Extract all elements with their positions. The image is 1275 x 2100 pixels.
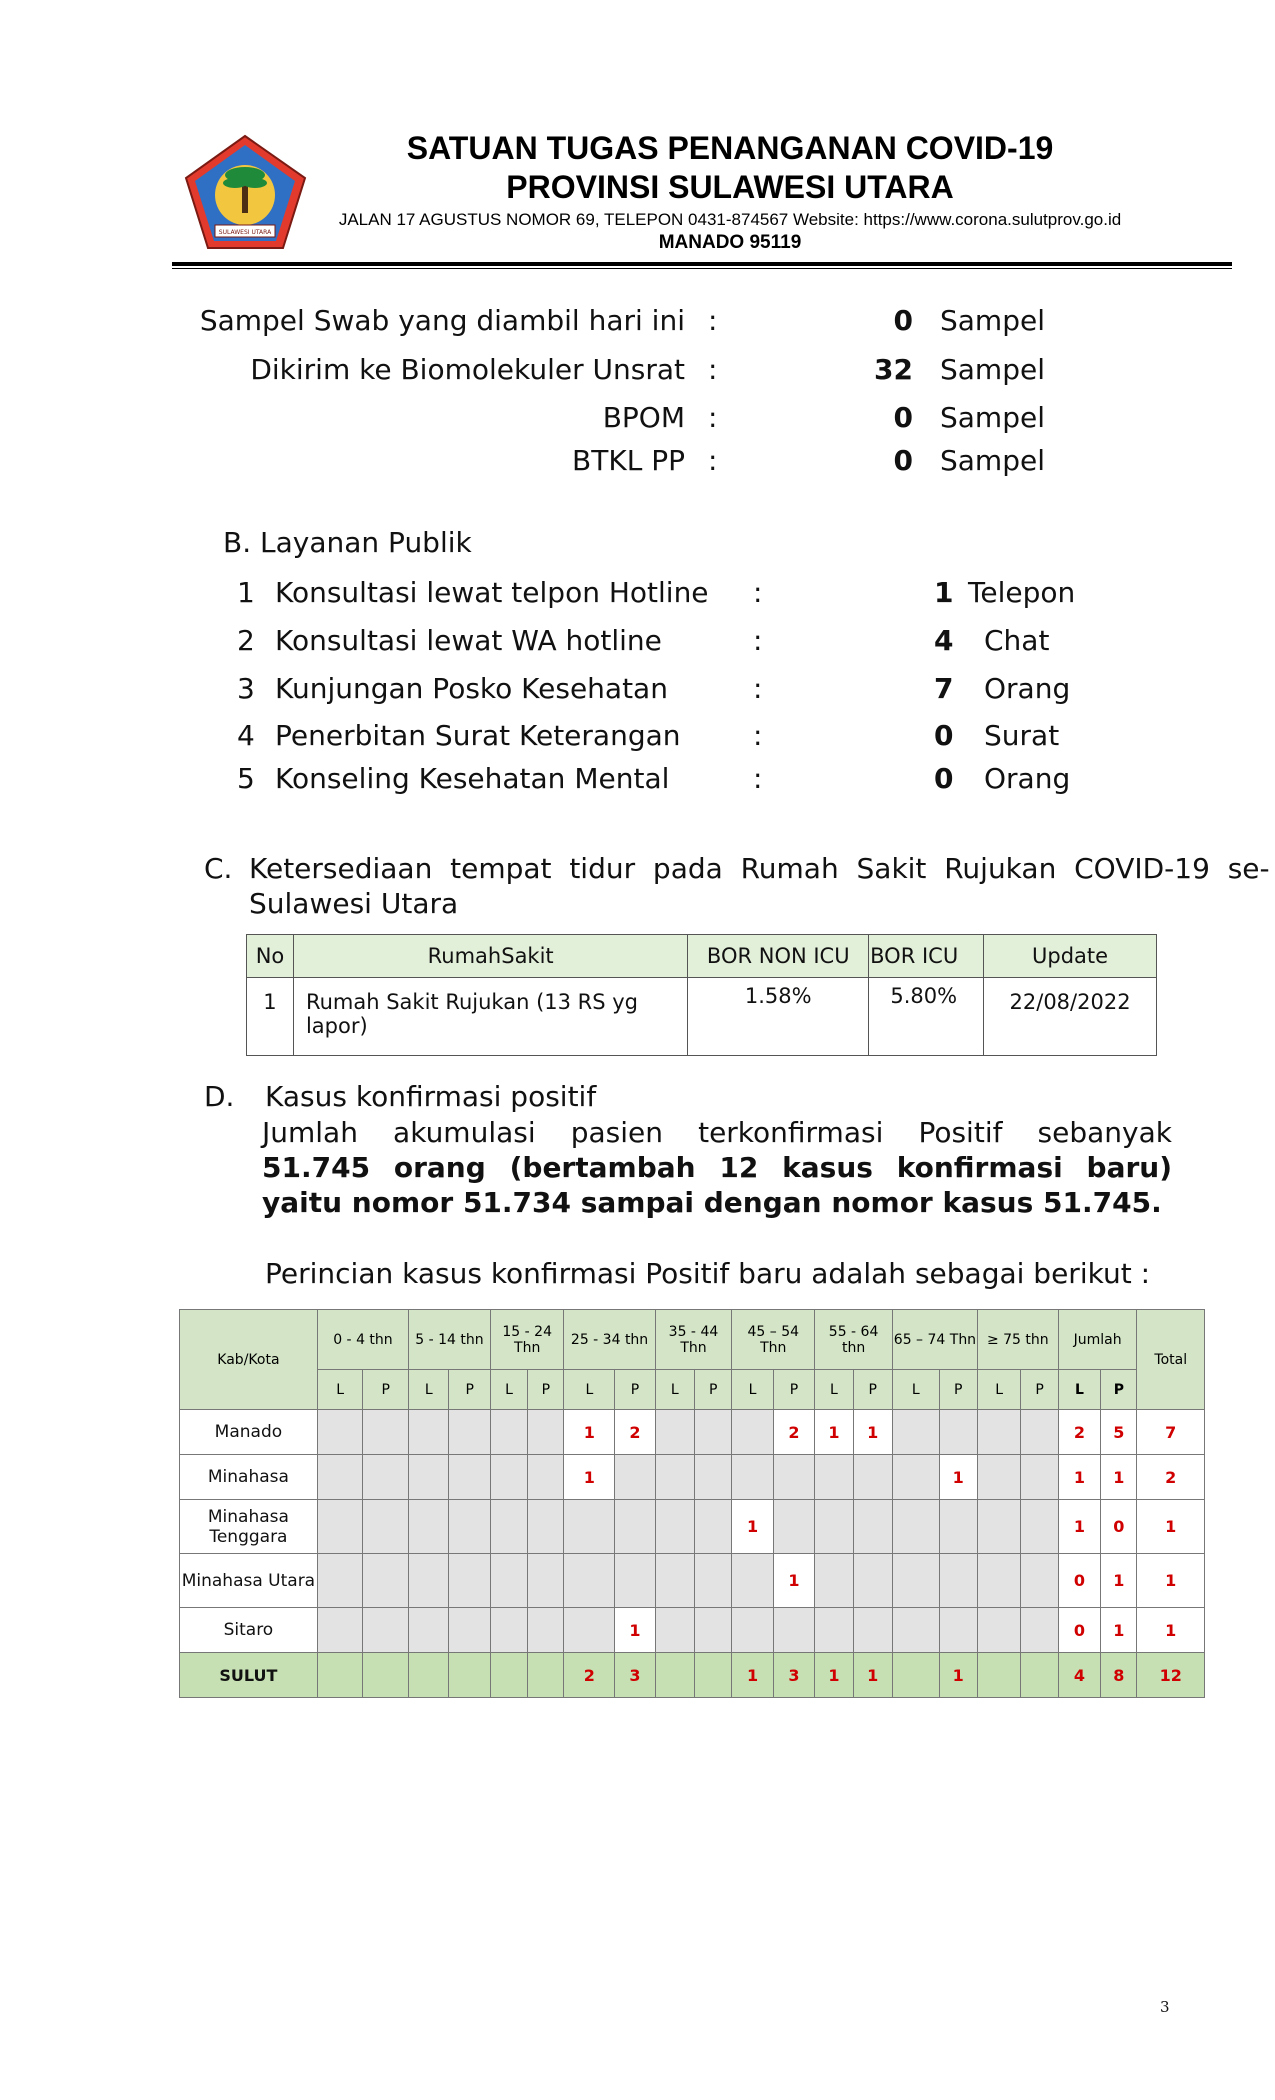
count-cell [892, 1410, 939, 1455]
col-header: BOR ICU [869, 935, 984, 978]
sample-label: Dikirim ke Biomolekuler Unsrat [250, 353, 685, 386]
sample-unit: Sampel [940, 444, 1045, 477]
colon: : [708, 304, 718, 337]
sample-unit: Sampel [940, 353, 1045, 386]
colon: : [708, 353, 718, 386]
count-cell: 1 [815, 1410, 853, 1455]
item-value: 7 [934, 672, 954, 705]
sum-total: 2 [1137, 1455, 1205, 1500]
sample-value: 32 [874, 353, 913, 386]
item-label: Penerbitan Surat Keterangan [275, 719, 681, 752]
sex-header: P [853, 1370, 892, 1410]
sex-header: P [773, 1370, 814, 1410]
count-cell [409, 1554, 449, 1608]
section-c-title: Ketersediaan tempat tidur pada Rumah Sakit Rujukan COVID-19 se- [249, 852, 1270, 885]
sum-p: 1 [1101, 1554, 1137, 1608]
count-cell [528, 1653, 564, 1698]
count-cell [615, 1455, 655, 1500]
count-cell [449, 1653, 490, 1698]
count-cell [695, 1653, 732, 1698]
section-c-letter: C. [204, 852, 233, 885]
section-b-title: B. Layanan Publik [223, 526, 472, 559]
logo-text: SULAWESI UTARA [218, 229, 272, 236]
count-cell [490, 1500, 527, 1554]
count-cell [773, 1500, 814, 1554]
count-cell [490, 1554, 527, 1608]
count-cell [490, 1653, 527, 1698]
count-cell: 1 [853, 1653, 892, 1698]
header-address: JALAN 17 AGUSTUS NOMOR 69, TELEPON 0431-874567 Website: https://www.corona.sulutprov.go.id [338, 210, 1122, 229]
age-group-header: 35 - 44 Thn [655, 1310, 732, 1370]
cell-bor-non-icu: 1.58% [688, 978, 869, 1056]
sum-l: 4 [1058, 1653, 1100, 1698]
sample-unit: Sampel [940, 401, 1045, 434]
count-cell [449, 1500, 490, 1554]
count-cell [695, 1455, 732, 1500]
count-cell [732, 1410, 773, 1455]
count-cell [1021, 1608, 1058, 1653]
colon: : [753, 576, 763, 609]
count-cell [732, 1554, 773, 1608]
count-cell [977, 1554, 1021, 1608]
sex-header: L [564, 1370, 615, 1410]
count-cell [977, 1455, 1021, 1500]
count-cell: 1 [564, 1410, 615, 1455]
province-logo [183, 133, 308, 251]
bed-occupancy-table [246, 934, 1157, 1056]
sum-l: 0 [1058, 1608, 1100, 1653]
colon: : [753, 762, 763, 795]
count-cell [317, 1554, 363, 1608]
age-group-header: 45 – 54 Thn [732, 1310, 815, 1370]
count-cell [815, 1554, 853, 1608]
sex-header: L [490, 1370, 527, 1410]
sex-header: P [1021, 1370, 1058, 1410]
count-cell [815, 1455, 853, 1500]
table-row [180, 1455, 1205, 1500]
colon: : [753, 719, 763, 752]
row-name: Minahasa Utara [180, 1554, 318, 1608]
sum-total: 1 [1137, 1554, 1205, 1608]
count-cell [977, 1608, 1021, 1653]
count-cell [317, 1653, 363, 1698]
count-cell: 1 [939, 1653, 977, 1698]
count-cell [449, 1608, 490, 1653]
table-row [247, 978, 1157, 1056]
count-cell [363, 1653, 409, 1698]
count-cell: 1 [564, 1455, 615, 1500]
count-cell: 1 [773, 1554, 814, 1608]
table-row [180, 1554, 1205, 1608]
count-cell [892, 1554, 939, 1608]
count-cell [409, 1653, 449, 1698]
count-cell [655, 1554, 694, 1608]
item-no: 2 [237, 624, 255, 657]
table-header-row [247, 935, 1157, 978]
item-no: 4 [237, 719, 255, 752]
count-cell [528, 1500, 564, 1554]
sex-header: P [363, 1370, 409, 1410]
cell-bor-icu: 5.80% [869, 978, 984, 1056]
count-cell [564, 1608, 615, 1653]
item-value: 1 [934, 576, 954, 609]
item-value: 0 [934, 762, 954, 795]
count-cell [363, 1410, 409, 1455]
sample-value: 0 [893, 401, 913, 434]
count-cell [409, 1500, 449, 1554]
sex-header: L [977, 1370, 1021, 1410]
count-cell: 1 [853, 1410, 892, 1455]
sum-total: 1 [1137, 1500, 1205, 1554]
sample-label: BTKL PP [572, 444, 685, 477]
sex-header: L [892, 1370, 939, 1410]
sum-p: 1 [1101, 1455, 1137, 1500]
count-cell [655, 1500, 694, 1554]
section-d-title: Kasus konfirmasi positif [265, 1080, 597, 1113]
count-cell [695, 1500, 732, 1554]
table-header-row [180, 1310, 1205, 1370]
count-cell [615, 1500, 655, 1554]
count-cell [939, 1554, 977, 1608]
age-group-header: ≥ 75 thn [977, 1310, 1058, 1370]
count-cell [317, 1455, 363, 1500]
col-header-total: Total [1137, 1310, 1205, 1410]
count-cell [892, 1653, 939, 1698]
sex-header: L [815, 1370, 853, 1410]
count-cell [815, 1608, 853, 1653]
count-cell: 1 [732, 1653, 773, 1698]
item-label: Konsultasi lewat telpon Hotline [275, 576, 709, 609]
para-bold: 51.745 orang (bertambah 12 kasus konfirmasi baru) yaitu nomor 51.734 sampai dengan nomor kasus 51.745. [262, 1151, 1172, 1219]
count-cell [490, 1410, 527, 1455]
count-cell [977, 1500, 1021, 1554]
sex-header-row [180, 1370, 1205, 1410]
colon: : [753, 624, 763, 657]
count-cell [528, 1410, 564, 1455]
cell-no: 1 [247, 978, 294, 1056]
colon: : [753, 672, 763, 705]
count-cell [939, 1608, 977, 1653]
count-cell [449, 1410, 490, 1455]
count-cell [363, 1608, 409, 1653]
count-cell [892, 1608, 939, 1653]
count-cell: 1 [615, 1608, 655, 1653]
count-cell [449, 1455, 490, 1500]
sum-total: 7 [1137, 1410, 1205, 1455]
sum-p: 5 [1101, 1410, 1137, 1455]
col-header: No [247, 935, 294, 978]
col-header: RumahSakit [293, 935, 687, 978]
count-cell [853, 1455, 892, 1500]
count-cell [892, 1500, 939, 1554]
count-cell [317, 1608, 363, 1653]
item-no: 1 [237, 576, 255, 609]
sample-label: Sampel Swab yang diambil hari ini [199, 304, 685, 337]
sex-header: P [695, 1370, 732, 1410]
col-header-kab: Kab/Kota [180, 1310, 318, 1410]
sum-p: 8 [1101, 1653, 1137, 1698]
sex-header: P [939, 1370, 977, 1410]
count-cell [490, 1608, 527, 1653]
sample-value: 0 [893, 444, 913, 477]
item-no: 5 [237, 762, 255, 795]
cases-table [179, 1309, 1205, 1698]
item-no: 3 [237, 672, 255, 705]
sex-header: P [528, 1370, 564, 1410]
count-cell [409, 1410, 449, 1455]
count-cell [528, 1554, 564, 1608]
sum-p: 0 [1101, 1500, 1137, 1554]
count-cell [363, 1455, 409, 1500]
count-cell [655, 1455, 694, 1500]
count-cell: 3 [773, 1653, 814, 1698]
row-name: SULUT [180, 1653, 318, 1698]
count-cell [1021, 1500, 1058, 1554]
count-cell: 1 [939, 1455, 977, 1500]
item-label: Konseling Kesehatan Mental [275, 762, 670, 795]
count-cell [695, 1608, 732, 1653]
age-group-header: 15 - 24 Thn [490, 1310, 564, 1370]
count-cell [1021, 1410, 1058, 1455]
item-value: 0 [934, 719, 954, 752]
cell-update: 22/08/2022 [984, 978, 1157, 1056]
sex-header: L [317, 1370, 363, 1410]
count-cell [695, 1554, 732, 1608]
count-cell [853, 1500, 892, 1554]
age-group-header: 25 - 34 thn [564, 1310, 655, 1370]
count-cell: 2 [564, 1653, 615, 1698]
sex-header: P [1101, 1370, 1137, 1410]
count-cell [528, 1455, 564, 1500]
sex-header: L [409, 1370, 449, 1410]
sample-label: BPOM [602, 401, 685, 434]
count-cell: 3 [615, 1653, 655, 1698]
col-header: Update [984, 935, 1157, 978]
row-name: Sitaro [180, 1608, 318, 1653]
sex-header: L [1058, 1370, 1100, 1410]
count-cell [363, 1500, 409, 1554]
count-cell [655, 1410, 694, 1455]
count-cell [1021, 1653, 1058, 1698]
item-unit: Surat [984, 719, 1060, 752]
count-cell [939, 1500, 977, 1554]
colon: : [708, 401, 718, 434]
count-cell [564, 1554, 615, 1608]
col-header: BOR NON ICU [688, 935, 869, 978]
total-row [180, 1653, 1205, 1698]
para-normal: Jumlah akumulasi pasien terkonfirmasi Positif sebanyak [262, 1116, 1181, 1149]
count-cell [815, 1500, 853, 1554]
table-row [180, 1410, 1205, 1455]
cell-rs: Rumah Sakit Rujukan (13 RS yg lapor) [293, 978, 687, 1056]
count-cell [892, 1455, 939, 1500]
row-name: Minahasa [180, 1455, 318, 1500]
row-name: Manado [180, 1410, 318, 1455]
count-cell [1021, 1554, 1058, 1608]
header-rule-thin [172, 268, 1232, 269]
detail-intro: Perincian kasus konfirmasi Positif baru adalah sebagai berikut : [265, 1257, 1151, 1290]
sum-l: 1 [1058, 1500, 1100, 1554]
row-name: Minahasa Tenggara [180, 1500, 318, 1554]
count-cell [317, 1500, 363, 1554]
count-cell [528, 1608, 564, 1653]
section-c-title-line2: Sulawesi Utara [249, 887, 459, 920]
sum-l: 0 [1058, 1554, 1100, 1608]
sex-header: L [732, 1370, 773, 1410]
count-cell [939, 1410, 977, 1455]
count-cell [732, 1455, 773, 1500]
item-value: 4 [934, 624, 954, 657]
header-title-2: PROVINSI SULAWESI UTARA [506, 169, 954, 205]
sum-l: 1 [1058, 1455, 1100, 1500]
count-cell [363, 1554, 409, 1608]
count-cell [615, 1554, 655, 1608]
count-cell [853, 1554, 892, 1608]
count-cell [490, 1455, 527, 1500]
colon: : [708, 444, 718, 477]
age-group-header: 55 - 64 thn [815, 1310, 893, 1370]
sum-p: 1 [1101, 1608, 1137, 1653]
sex-header: L [655, 1370, 694, 1410]
item-unit: Chat [984, 624, 1050, 657]
count-cell [977, 1410, 1021, 1455]
age-group-header: 65 – 74 Thn [892, 1310, 977, 1370]
item-label: Konsultasi lewat WA hotline [275, 624, 662, 657]
sample-value: 0 [893, 304, 913, 337]
item-unit: Orang [984, 672, 1071, 705]
item-unit: Telepon [968, 576, 1076, 609]
count-cell: 1 [815, 1653, 853, 1698]
count-cell [1021, 1455, 1058, 1500]
count-cell: 2 [773, 1410, 814, 1455]
count-cell [655, 1608, 694, 1653]
count-cell [317, 1410, 363, 1455]
count-cell [773, 1455, 814, 1500]
header-city: MANADO 95119 [658, 232, 802, 253]
count-cell [409, 1455, 449, 1500]
page-number: 3 [1160, 1998, 1170, 2016]
sum-total: 12 [1137, 1653, 1205, 1698]
sum-l: 2 [1058, 1410, 1100, 1455]
count-cell [409, 1608, 449, 1653]
count-cell [977, 1653, 1021, 1698]
header-title-1: SATUAN TUGAS PENANGANAN COVID-19 [406, 130, 1054, 166]
count-cell: 2 [615, 1410, 655, 1455]
sex-header: P [449, 1370, 490, 1410]
count-cell [655, 1653, 694, 1698]
header-rule [172, 262, 1232, 266]
count-cell [695, 1410, 732, 1455]
col-header-jumlah: Jumlah [1058, 1310, 1137, 1370]
count-cell [732, 1608, 773, 1653]
count-cell [449, 1554, 490, 1608]
age-group-header: 5 - 14 thn [409, 1310, 491, 1370]
sex-header: P [615, 1370, 655, 1410]
sample-unit: Sampel [940, 304, 1045, 337]
section-d-letter: D. [204, 1080, 235, 1113]
count-cell: 1 [732, 1500, 773, 1554]
item-label: Kunjungan Posko Kesehatan [275, 672, 668, 705]
table-row [180, 1500, 1205, 1554]
age-group-header: 0 - 4 thn [317, 1310, 408, 1370]
count-cell [853, 1608, 892, 1653]
table-row [180, 1608, 1205, 1653]
count-cell [564, 1500, 615, 1554]
item-unit: Orang [984, 762, 1071, 795]
sum-total: 1 [1137, 1608, 1205, 1653]
count-cell [773, 1608, 814, 1653]
section-d-paragraph [262, 1115, 1181, 1220]
